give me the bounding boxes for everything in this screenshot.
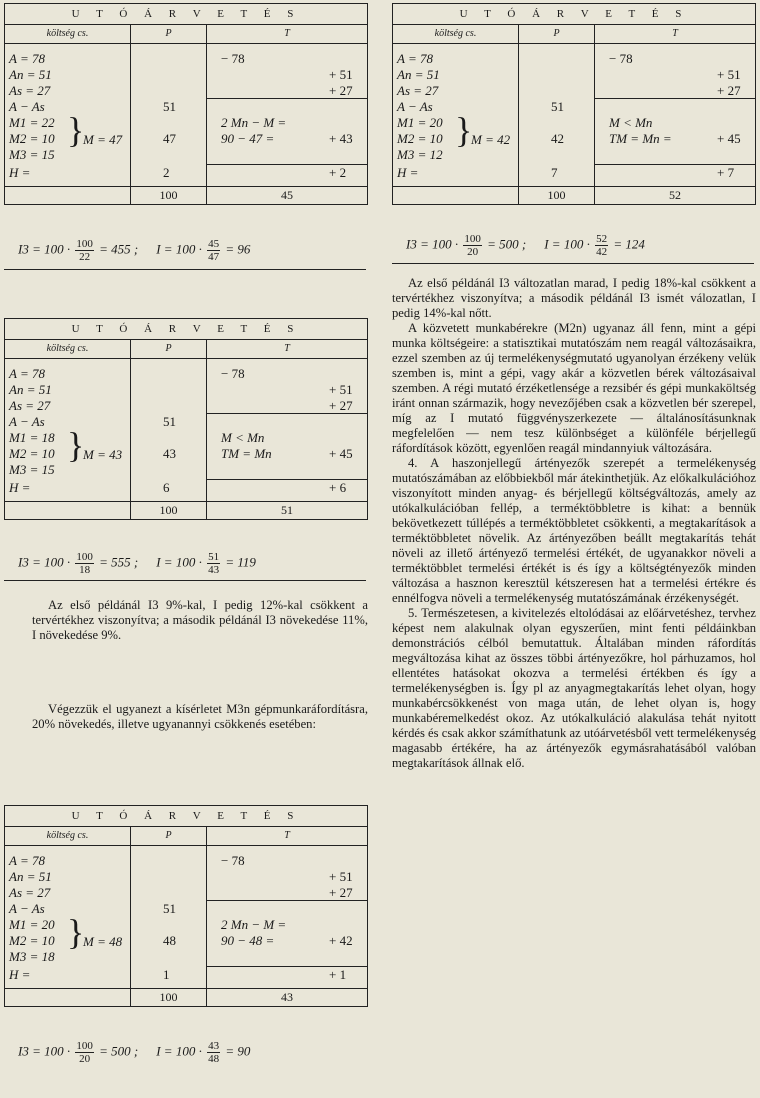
- sum-t: 51: [281, 503, 293, 517]
- cost-column: [5, 359, 131, 501]
- header-t: T: [284, 830, 290, 841]
- header-cost: költség cs.: [5, 827, 131, 845]
- table-title: U T Ó Á R V E T É S: [5, 319, 367, 340]
- formula-right: I = 100 · $\frac{51}{43}$ = 119: [156, 551, 256, 576]
- cost-row: As = 27: [397, 83, 439, 98]
- t-plus: + 45: [717, 131, 741, 146]
- sum-t: 45: [281, 188, 293, 202]
- header-p: P: [131, 25, 207, 43]
- t-plus: + 1: [329, 967, 347, 982]
- p-value: 48: [163, 933, 176, 948]
- header-cost: költség cs.: [5, 340, 131, 358]
- t-minus: − 78: [221, 366, 245, 381]
- cost-row: An = 51: [9, 67, 52, 82]
- formula-2: [4, 551, 380, 576]
- t-mid: 2 Mn − M =: [221, 917, 287, 932]
- header-t: T: [284, 28, 290, 39]
- t-plus: + 51: [329, 869, 353, 884]
- cost-column: [393, 44, 519, 186]
- sum-p: 100: [131, 989, 207, 1006]
- table-title: U T Ó Á R V E T É S: [5, 806, 367, 827]
- cost-row: An = 51: [9, 869, 52, 884]
- header-p: P: [131, 827, 207, 845]
- p-value: 6: [163, 480, 170, 495]
- rule-2: [4, 580, 366, 581]
- t-plus: + 45: [329, 446, 353, 461]
- table-title: U T Ó Á R V E T É S: [5, 4, 367, 25]
- left-paragraph-1: [32, 598, 368, 643]
- cost-row: M1 = 18: [9, 430, 55, 445]
- cost-column: [5, 44, 131, 186]
- cost-row: A − As: [9, 99, 45, 114]
- t-mid: 90 − 47 =: [221, 131, 275, 146]
- sum-t: 43: [281, 990, 293, 1004]
- p-value: 1: [163, 967, 170, 982]
- t-column: [207, 359, 367, 501]
- sum-p: 100: [131, 187, 207, 204]
- table-1: [4, 3, 368, 205]
- m-total: M = 48: [83, 934, 123, 949]
- t-mid: 2 Mn − M =: [221, 115, 287, 130]
- brace: }: [455, 110, 473, 150]
- brace: }: [67, 110, 85, 150]
- cost-row: As = 27: [9, 83, 51, 98]
- p-value: 7: [551, 165, 558, 180]
- cost-row: H =: [9, 480, 31, 495]
- t-mid: M < Mn: [221, 430, 265, 445]
- p-value: 47: [163, 131, 176, 146]
- cost-row: As = 27: [9, 885, 51, 900]
- t-plus: + 27: [329, 398, 353, 413]
- p-column: [519, 44, 595, 186]
- t-mid: TM = Mn: [221, 446, 272, 461]
- p-value: 51: [163, 99, 176, 114]
- sum-t: 52: [669, 188, 681, 202]
- cost-row: H =: [9, 165, 31, 180]
- p-column: [131, 359, 207, 501]
- cost-row: A − As: [9, 414, 45, 429]
- formula-right: I = 100 · $\frac{43}{48}$ = 90: [156, 1040, 251, 1065]
- right-text-block: [392, 276, 756, 771]
- formula-1: [4, 238, 380, 263]
- right-paragraph-4: 5. Természetesen, a kivitelezés eltolódásai az előárvetéshez, tervhez képest nem alakulnak olyan egyszerűen, mint fenti példáinkban demonstrációs célból bemutattuk. Általában minden ráfordítás megváltozása kihat az összes többi ártényezőkre, hol párhuzamos, hol ellentétes hatásokat okozva a termelési értékben és így a termelékenységben is. Így pl az anyagmegtakarítás lehet olyan, hogy munkabércsökkenést von maga után, de lehet olyan is, hogy munkabéremelkedést okoz. Az utókalkuláció alakulása tehát nyitott kérdés és csak akkor számíthatunk az utóárvetésből vett termelékenység magasabb értékére, ha az ártényezők egymásrahatásából valóban megtakarítások állnak elő.: [392, 606, 756, 770]
- brace: }: [67, 425, 85, 465]
- t-plus: + 27: [329, 83, 353, 98]
- cost-row: M1 = 20: [397, 115, 443, 130]
- sum-p: 100: [519, 187, 595, 204]
- formula-left: I3 = 100 · $\frac{100}{22}$ = 455 ;: [18, 238, 139, 263]
- table-2: [4, 318, 368, 520]
- cost-column: [5, 846, 131, 988]
- t-plus: + 51: [329, 382, 353, 397]
- cost-row: An = 51: [397, 67, 440, 82]
- p-column: [131, 44, 207, 186]
- m-total: M = 43: [83, 447, 123, 462]
- sum-p: 100: [131, 502, 207, 519]
- p-value: 43: [163, 446, 176, 461]
- t-mid: M < Mn: [609, 115, 653, 130]
- cost-row: M2 = 10: [9, 933, 55, 948]
- p-column: [131, 846, 207, 988]
- formula-right: I = 100 · $\frac{45}{47}$ = 96: [156, 238, 251, 263]
- t-plus: + 2: [329, 165, 347, 180]
- cost-row: A − As: [9, 901, 45, 916]
- cost-row: M3 = 18: [9, 949, 55, 964]
- cost-row: A − As: [397, 99, 433, 114]
- cost-row: M3 = 15: [9, 147, 55, 162]
- cost-row: M1 = 20: [9, 917, 55, 932]
- cost-row: A = 78: [397, 51, 433, 66]
- brace: }: [67, 912, 85, 952]
- p-value: 51: [163, 414, 176, 429]
- cost-row: M2 = 10: [397, 131, 443, 146]
- t-mid: TM = Mn =: [609, 131, 672, 146]
- m-total: M = 47: [83, 132, 123, 147]
- cost-row: As = 27: [9, 398, 51, 413]
- formula-left: I3 = 100 · $\frac{100}{20}$ = 500 ;: [18, 1040, 139, 1065]
- m-total: M = 42: [471, 132, 511, 147]
- header-p: P: [131, 340, 207, 358]
- t-plus: + 51: [329, 67, 353, 82]
- left-paragraph-2: [32, 702, 368, 732]
- t-plus: + 27: [717, 83, 741, 98]
- cost-row: M2 = 10: [9, 446, 55, 461]
- formula-left: I3 = 100 · $\frac{100}{18}$ = 555 ;: [18, 551, 139, 576]
- cost-row: M2 = 10: [9, 131, 55, 146]
- t-plus: + 51: [717, 67, 741, 82]
- header-p: P: [519, 25, 595, 43]
- table-4: [392, 3, 756, 205]
- cost-row: H =: [397, 165, 419, 180]
- cost-row: An = 51: [9, 382, 52, 397]
- p-value: 2: [163, 165, 170, 180]
- rule-4: [392, 263, 754, 264]
- rule-1: [4, 269, 366, 270]
- cost-row: M3 = 12: [397, 147, 443, 162]
- t-plus: + 27: [329, 885, 353, 900]
- header-cost: költség cs.: [393, 25, 519, 43]
- cost-row: M3 = 15: [9, 462, 55, 477]
- right-paragraph-1: Az első példánál I3 változatlan marad, I pedig 18%-kal csökkent a tervértékhez viszonyítva; a második példánál I3 ismét válozatlan, I pedig 14%-kal nőtt.: [392, 276, 756, 320]
- t-plus: + 7: [717, 165, 735, 180]
- right-paragraph-3: 4. A haszonjellegű ártényezők szerepét a termelékenység mutatószámában az előbbiekből már átekinthetjük. Az előkalkulációhoz viszonyított minden anyag- és bérjellegű költségváltozás, amely az utókalkulációban fellép, a terméktöbbletre is kihat: a bennük bekövetkezett túllépés a terméktöbbletet csökkenti, a megtakarítások a terméktöbbletet növelik. Az ártényezőben beállt megtakarítás tehát növeli az illető ártényező termelési értékét, de ugyanakkor növeli a terméktöbblet termelési értékét is és így a költségtényezők minden változása a hasznon keresztül kétszeresen hat a termelési értékre és ennélfogva növeli a termelékenység mutatószámának érzékenységét.: [392, 456, 756, 605]
- cost-row: H =: [9, 967, 31, 982]
- header-t: T: [284, 343, 290, 354]
- t-plus: + 6: [329, 480, 347, 495]
- formula-left: I3 = 100 · $\frac{100}{20}$ = 500 ;: [406, 233, 527, 258]
- cost-row: A = 78: [9, 366, 45, 381]
- t-plus: + 42: [329, 933, 353, 948]
- right-paragraph-2: A közvetett munkabérekre (M2n) ugyanaz áll fenn, mint a gépi munka költségeire: a statisztikai mutatószám nem reagál változásaikra, ezzel szemben az új termelékenységmutató ugyanolyan érzékeny velük szemben is, mint a gépi, vagy akár a közvetlen bérek változásaival szemben. A régi mutató érzéketlensége a rezsibér és gépi munkaköltség iránt onnan származik, hogy nevezőjében csak a közvetlen bér szerepel, míg az I mutató függvényszerkezete — általánosításunknak megfelelően — nem tesz különbséget a különféle bérjellegű ráfordítások között, egyenlően reagál mindannyiuk változására.: [392, 321, 756, 455]
- t-column: [207, 44, 367, 186]
- formula-4: [392, 233, 760, 258]
- p-value: 51: [163, 901, 176, 916]
- table-title: U T Ó Á R V E T É S: [393, 4, 755, 25]
- t-minus: − 78: [221, 51, 245, 66]
- left-paragraph-1-text: Az első példánál I3 9%-kal, I pedig 12%-kal csökkent a tervértékhez viszonyítva; a második példánál I3 növekedése 11%, I növekedése 9%.: [32, 598, 368, 642]
- cost-row: A = 78: [9, 51, 45, 66]
- table-3: [4, 805, 368, 1007]
- left-paragraph-2-text: Végezzük el ugyanezt a kísérletet M3n gépmunkaráfordításra, 20% növekedés, illetve ugyanannyi csökkenés esetében:: [32, 702, 368, 731]
- t-plus: + 43: [329, 131, 353, 146]
- p-value: 42: [551, 131, 564, 146]
- t-column: [595, 44, 755, 186]
- t-column: [207, 846, 367, 988]
- formula-right: I = 100 · $\frac{52}{42}$ = 124: [544, 233, 645, 258]
- cost-row: M1 = 22: [9, 115, 55, 130]
- t-mid: 90 − 48 =: [221, 933, 275, 948]
- cost-row: A = 78: [9, 853, 45, 868]
- t-minus: − 78: [609, 51, 633, 66]
- header-t: T: [672, 28, 678, 39]
- t-minus: − 78: [221, 853, 245, 868]
- formula-3: [4, 1040, 380, 1065]
- p-value: 51: [551, 99, 564, 114]
- header-cost: költség cs.: [5, 25, 131, 43]
